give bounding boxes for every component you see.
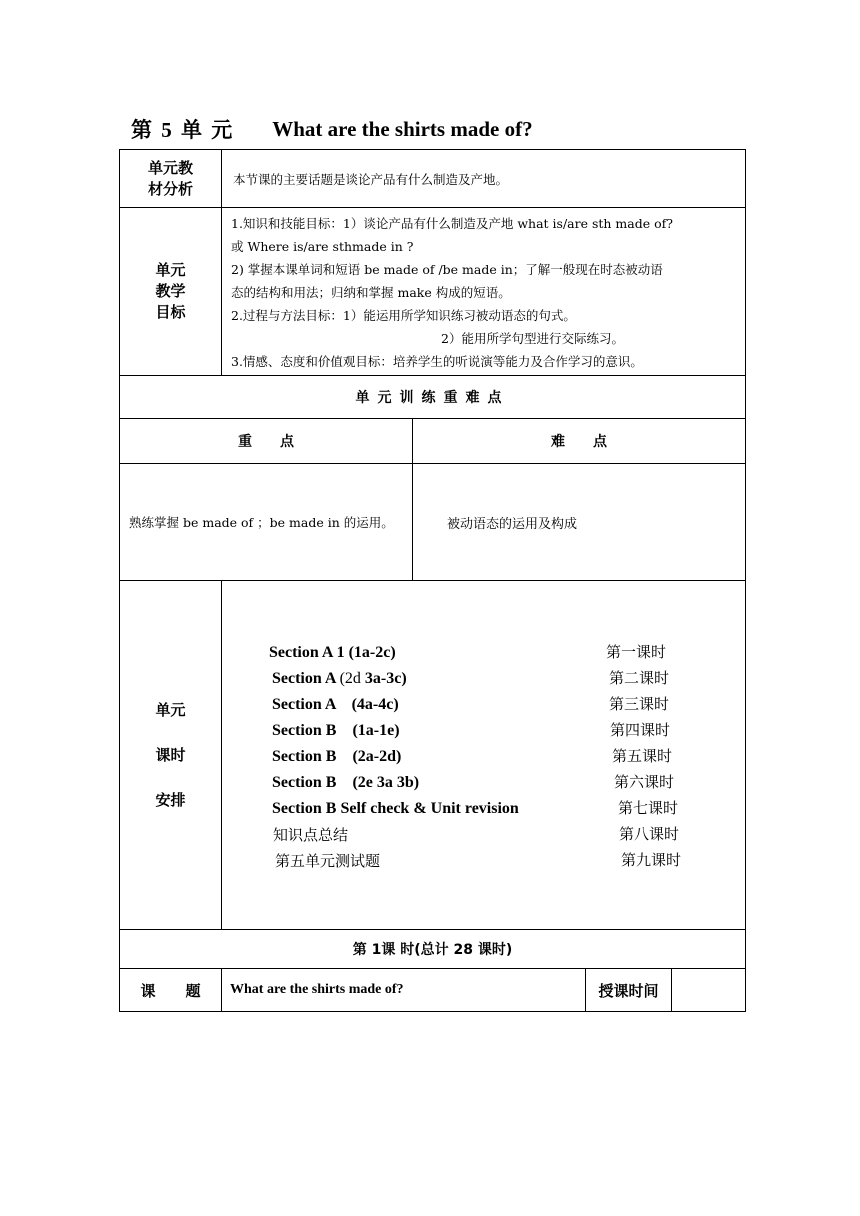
schedule-period: 第七课时	[618, 799, 679, 817]
goals-label: 单元 教学 目标	[120, 208, 222, 376]
hard-points-content: 被动语态的运用及构成	[413, 464, 746, 581]
schedule-item: Section A 1 (1a-2c)	[269, 644, 396, 661]
difficulties-header-row	[120, 419, 746, 464]
unit-number: 第 5 单 元	[131, 118, 235, 142]
schedule-item: 第五单元测试题	[275, 852, 381, 870]
schedule-item: 知识点总结	[273, 826, 349, 844]
schedule-item: Section B (2a-2d)	[272, 748, 402, 765]
hard-points-header: 难 点	[413, 419, 746, 464]
schedule-period: 第六课时	[614, 773, 675, 791]
lesson-count-row	[120, 930, 746, 969]
schedule-label: 单元 课时 安排	[120, 581, 222, 930]
goal-line: 态的结构和用法；归纳和掌握 make 构成的短语。	[231, 285, 511, 300]
difficulties-title-row	[120, 376, 746, 419]
goal-line: 2) 掌握本课单词和短语 be made of /be made in；了解一般现在时态被动语	[231, 262, 663, 277]
schedule-item: Section A (4a-4c)	[272, 696, 399, 713]
key-points-content: 熟练掌握 be made of ；be made in 的运用。	[120, 464, 413, 581]
goal-line: 1.知识和技能目标：1）谈论产品有什么制造及产地 what is/are sth made of?	[231, 216, 673, 231]
schedule-item: Section B (2e 3a 3b)	[272, 774, 420, 791]
schedule-item: Section B Self check & Unit revision	[272, 800, 519, 817]
teaching-time-label: 授课时间	[586, 969, 672, 1012]
teaching-time-value[interactable]	[672, 969, 746, 1012]
goal-line: 或 Where is/are sthmade in ?	[231, 239, 414, 254]
lesson-plan-table	[119, 149, 746, 1012]
difficulties-title: 单元训练重难点	[120, 376, 746, 419]
schedule-period: 第八课时	[619, 825, 680, 843]
goal-line: 3.情感、态度和价值观目标：培养学生的听说演等能力及合作学习的意识。	[231, 354, 643, 369]
analysis-content: 本节课的主要话题是谈论产品有什么制造及产地。	[222, 150, 746, 208]
lesson-count: 第 1课 时(总计 28 课时)	[120, 930, 746, 969]
goal-line: 2.过程与方法目标：1）能运用所学知识练习被动语态的句式。	[231, 308, 576, 323]
schedule-period: 第五课时	[612, 747, 673, 765]
subject-title: What are the shirts made of?	[222, 969, 586, 1012]
key-points-header: 重 点	[120, 419, 413, 464]
goal-line: 2）能用所学句型进行交际练习。	[441, 331, 624, 346]
schedule-item: Section A (2d 3a-3c)	[272, 670, 407, 687]
unit-theme: What are the shirts made of?	[272, 116, 533, 141]
goals-content	[222, 208, 746, 376]
analysis-label: 单元教 材分析	[120, 150, 222, 208]
schedule-period: 第四课时	[610, 721, 671, 739]
page-title	[131, 112, 533, 146]
difficulties-content-row	[120, 464, 746, 581]
schedule-period: 第三课时	[609, 695, 670, 713]
schedule-period: 第二课时	[609, 669, 670, 687]
goals-row	[120, 208, 746, 376]
schedule-item: Section B (1a-1e)	[272, 722, 400, 739]
subject-row	[120, 969, 746, 1012]
schedule-row	[120, 581, 746, 930]
subject-label: 课 题	[120, 969, 222, 1012]
schedule-period: 第九课时	[621, 851, 682, 869]
schedule-content	[222, 581, 746, 930]
analysis-row	[120, 150, 746, 208]
schedule-period: 第一课时	[606, 643, 667, 661]
